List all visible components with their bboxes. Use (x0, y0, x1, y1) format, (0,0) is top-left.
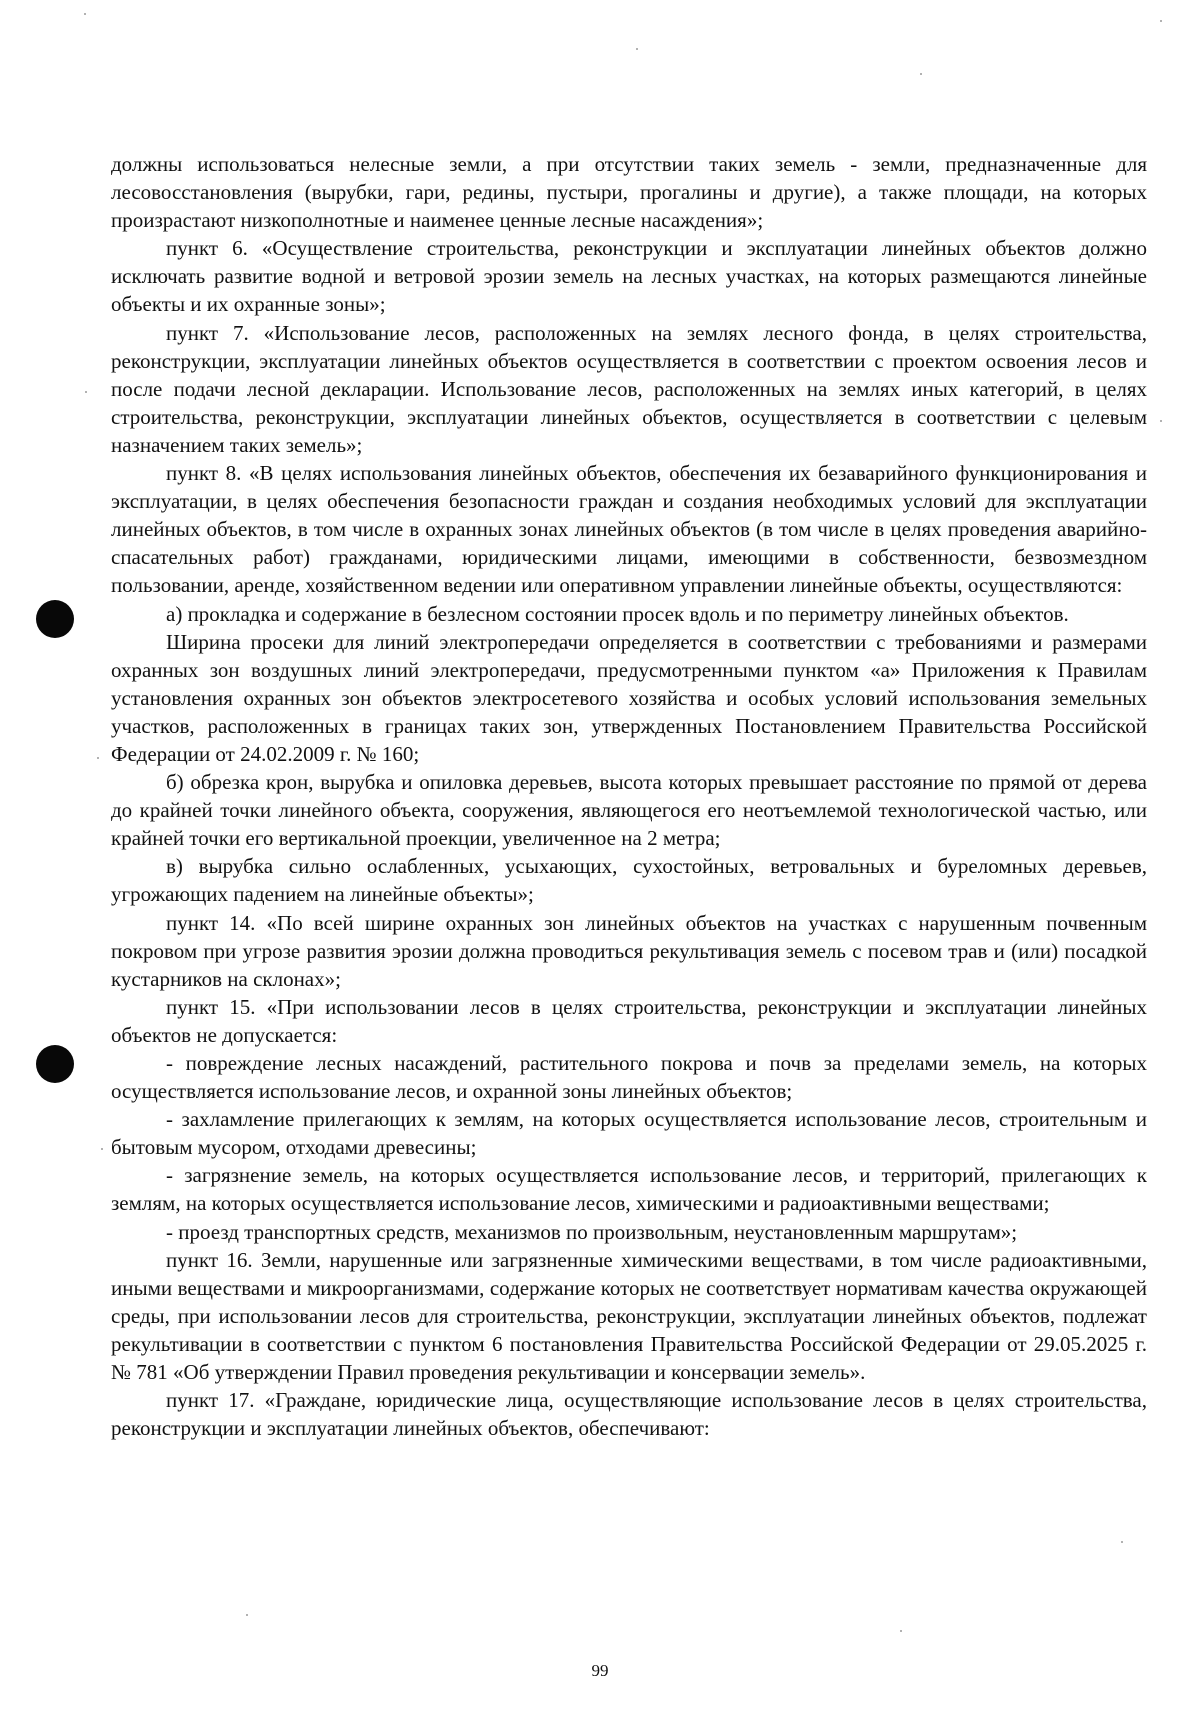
document-body (111, 150, 1147, 1442)
scan-speck (1160, 420, 1162, 422)
scan-speck (920, 73, 922, 75)
paragraph-clearing-width: Ширина просеки для линий электропередачи определяется в соответствии с требованиями и размерами охранных зон воздушных линий электропередачи, предусмотренными пунктом «а» Приложения к Правилам установления охранных зон объектов электросетевого хозяйства и особых условий использования земельных участков, расположенных в границах таких зон, утвержденных Постановлением Правительства Российской Федерации от 24.02.2009 г. № 160; (111, 629, 1147, 766)
paragraph-punkt-16: пункт 16. Земли, нарушенные или загрязненные химическими веществами, в том числе радиоактивными, иными веществами и микроорганизмами, содержание которых не соответствует нормативам качества окружающей среды, при использовании лесов для строительства, реконструкции, эксплуатации линейных объектов, подлежат рекультивации в соответствии с пунктом 6 постановления Правительства Российской Федерации от 29.05.2025 г. № 781 «Об утверждении Правил проведения рекультивации и консервации земель». (111, 1247, 1147, 1385)
scan-speck (246, 1614, 248, 1616)
scan-speck (1160, 20, 1162, 22)
scan-speck (101, 1148, 103, 1150)
paragraph-dash-damage: - повреждение лесных насаждений, растительного покрова и почв за пределами земель, на которых осуществляется использование лесов, и охранной зоны линейных объектов; (111, 1051, 1147, 1104)
scan-speck (1121, 1541, 1123, 1543)
punch-hole-upper (36, 600, 74, 638)
scan-speck (97, 757, 99, 759)
scan-speck (85, 391, 87, 393)
paragraph-item-a: а) прокладка и содержание в безлесном состоянии просек вдоль и по периметру линейных объектов. (166, 601, 1069, 626)
paragraph-punkt-7: пункт 7. «Использование лесов, расположенных на землях лесного фонда, в целях строительства, реконструкции, эксплуатации линейных объектов осуществляется в соответствии с проектом освоения лесов и после подачи лесной декларации. Использование лесов, расположенных на землях иных категорий, в целях строительства, реконструкции, эксплуатации линейных объектов, осуществляется в соответствии с целевым назначением таких земель»; (111, 320, 1147, 457)
scan-speck (84, 13, 86, 15)
paragraph-item-b: б) обрезка крон, вырубка и опиловка деревьев, высота которых превышает расстояние по прямой от дерева до крайней точки линейного объекта, сооружения, являющегося его неотъемлемой технологической частью, или крайней точки его вертикальной проекции, увеличенное на 2 метра; (111, 770, 1147, 851)
paragraph-dash-littering: - захламление прилегающих к землям, на которых осуществляется использование лесов, строительным и бытовым мусором, отходами древесины; (111, 1107, 1147, 1160)
paragraph-punkt-15: пункт 15. «При использовании лесов в целях строительства, реконструкции и эксплуатации линейных объектов не допускается: (111, 994, 1147, 1047)
paragraph-punkt-8: пункт 8. «В целях использования линейных объектов, обеспечения их безаварийного функционирования и эксплуатации, в целях обеспечения безопасности граждан и создания необходимых условий для эксплуатации линейных объектов, в том числе в охранных зонах линейных объектов (в том числе в целях проведения аварийно-спасательных работ) гражданами, юридическими лицами, имеющими в собственности, безвозмездном пользовании, аренде, хозяйственном ведении или оперативном управлении линейные объекты, осуществляются: (111, 461, 1147, 598)
punch-hole-lower (36, 1045, 74, 1083)
paragraph-continuation: должны использоваться нелесные земли, а при отсутствии таких земель - земли, предназначенные для лесовосстановления (вырубки, гари, редины, пустыри, прогалины и другие), а также площади, на которых произрастают низкополнотные и наименее ценные лесные насаждения»; (111, 152, 1147, 233)
paragraph-punkt-6: пункт 6. «Осуществление строительства, реконструкции и эксплуатации линейных объектов должно исключать развитие водной и ветровой эрозии земель на лесных участках, на которых размещаются линейные объекты и их охранные зоны»; (111, 236, 1147, 317)
paragraph-dash-vehicles: - проезд транспортных средств, механизмов по произвольным, неустановленным маршрутам»; (166, 1219, 1018, 1244)
scan-speck (900, 1630, 902, 1632)
paragraph-dash-pollution: - загрязнение земель, на которых осуществляется использование лесов, и территорий, прилегающих к землям, на которых осуществляется использование лесов, химическими и радиоактивными веществами; (111, 1163, 1147, 1216)
page-number: 99 (591, 1661, 609, 1680)
paragraph-punkt-17: пункт 17. «Граждане, юридические лица, осуществляющие использование лесов в целях строительства, реконструкции и эксплуатации линейных объектов, обеспечивают: (111, 1388, 1147, 1441)
scan-speck (636, 48, 638, 50)
paragraph-punkt-14: пункт 14. «По всей ширине охранных зон линейных объектов на участках с нарушенным почвенным покровом при угрозе развития эрозии должна проводиться рекультивация земель с посевом трав и (или) посадкой кустарников на склонах»; (111, 910, 1147, 991)
paragraph-item-v: в) вырубка сильно ослабленных, усыхающих, сухостойных, ветровальных и буреломных деревьев, угрожающих падением на линейные объекты»; (111, 854, 1147, 907)
